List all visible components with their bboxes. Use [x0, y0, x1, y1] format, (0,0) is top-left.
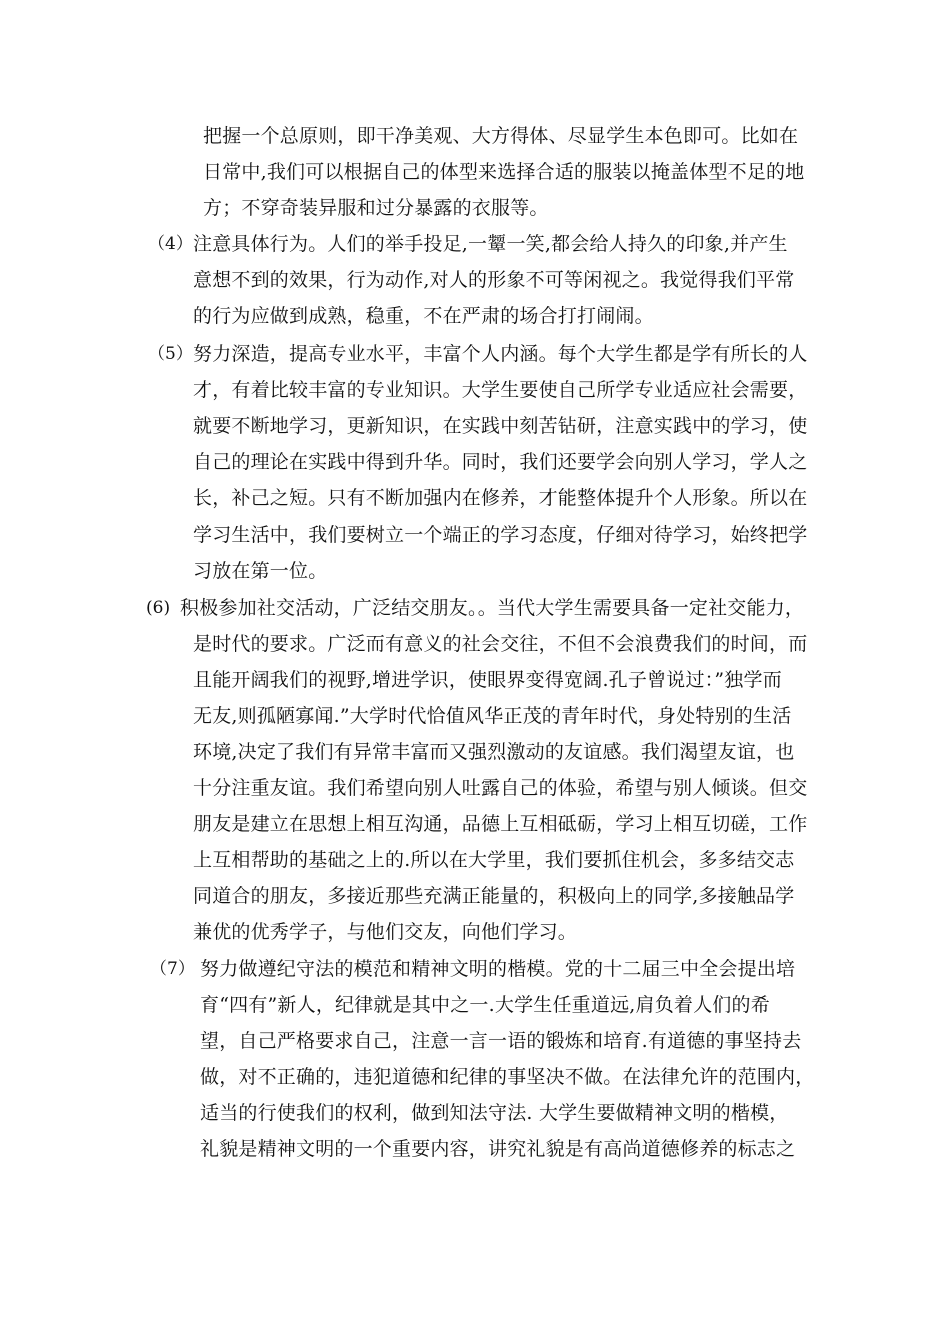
paragraph-line: 努力做遵纪守法的模范和精神文明的楷模。党的十二届三中全会提出培 [200, 958, 796, 980]
paragraph-line: 是时代的要求。广泛而有意义的社会交往，不但不会浪费我们的时间，而 [193, 633, 808, 655]
paragraph-line: 做，对不正确的，违犯道德和纪律的事坚决不做。在法律允许的范围内， [200, 1066, 815, 1088]
paragraph-line: 习放在第一位。 [193, 560, 328, 582]
paragraph-line: 环境,决定了我们有异常丰富而又强烈激动的友谊感。我们渴望友谊，也 [193, 741, 795, 763]
paragraph-line: 努力深造，提高专业水平，丰富个人内涵。每个大学生都是学有所长的人 [193, 343, 808, 365]
paragraph-line: 积极参加社交活动，广泛结交朋友。。当代大学生需要具备一定社交能力， [180, 597, 805, 619]
paragraph-line: 十分注重友谊。我们希望向别人吐露自己的体验，希望与别人倾谈。但交 [193, 777, 808, 799]
paragraph-line: 就要不断地学习，更新知识，在实践中刻苦钻研，注意实践中的学习，使 [193, 415, 808, 437]
paragraph-line: 把握一个总原则，即干净美观、大方得体、尽显学生本色即可。比如在 [203, 125, 799, 147]
paragraph-line: 方；不穿奇装异服和过分暴露的衣服等。 [203, 197, 549, 219]
paragraph-line: 自己的理论在实践中得到升华。同时，我们还要学会向别人学习，学人之 [193, 451, 808, 473]
paragraph-line: 的行为应做到成熟，稳重，不在严肃的场合打打闹闹。 [193, 305, 654, 327]
paragraph-line: 兼优的优秀学子，与他们交友，向他们学习。 [193, 921, 578, 943]
paragraph-line: 才，有着比较丰富的专业知识。大学生要使自己所学专业适应社会需要， [193, 379, 808, 401]
item-number: （5） [148, 344, 193, 364]
paragraph-line: 且能开阔我们的视野,增进学识，使眼界变得宽阔.孔子曾说过：”独学而 [193, 669, 782, 691]
paragraph-line: 无友,则孤陋寡闻.”大学时代恰值风华正茂的青年时代，身处特别的生活 [193, 705, 792, 727]
item-number: （7） [150, 959, 195, 979]
paragraph-line: 望，自己严格要求自己，注意一言一语的锻炼和培育.有道德的事坚持去 [200, 1030, 802, 1052]
paragraph-line: 朋友是建立在思想上相互沟通，品德上互相砥砺，学习上相互切磋，工作 [193, 813, 808, 835]
paragraph-line: 注意具体行为。人们的举手投足,一颦一笑,都会给人持久的印象,并产生 [193, 233, 788, 255]
item-number: （4） [148, 234, 193, 254]
paragraph-line: 育“四有”新人，纪律就是其中之一.大学生任重道远,肩负着人们的希 [200, 994, 770, 1016]
item-number: (6) [146, 598, 171, 618]
paragraph-line: 适当的行使我们的权利，做到知法守法. 大学生要做精神文明的楷模， [200, 1102, 789, 1124]
paragraph-line: 礼貌是精神文明的一个重要内容，讲究礼貌是有高尚道德修养的标志之 [200, 1138, 796, 1160]
paragraph-line: 学习生活中，我们要树立一个端正的学习态度，仔细对待学习，始终把学 [193, 524, 808, 546]
paragraph-line: 日常中,我们可以根据自己的体型来选择合适的服装以掩盖体型不足的地 [203, 161, 805, 183]
paragraph-line: 上互相帮助的基础之上的.所以在大学里，我们要抓住机会，多多结交志 [193, 849, 795, 871]
paragraph-line: 同道合的朋友，多接近那些充满正能量的，积极向上的同学,多接触品学 [193, 885, 795, 907]
paragraph-line: 意想不到的效果，行为动作,对人的形象不可等闲视之。我觉得我们平常 [193, 269, 795, 291]
paragraph-line: 长，补己之短。只有不断加强内在修养，才能整体提升个人形象。所以在 [193, 487, 808, 509]
